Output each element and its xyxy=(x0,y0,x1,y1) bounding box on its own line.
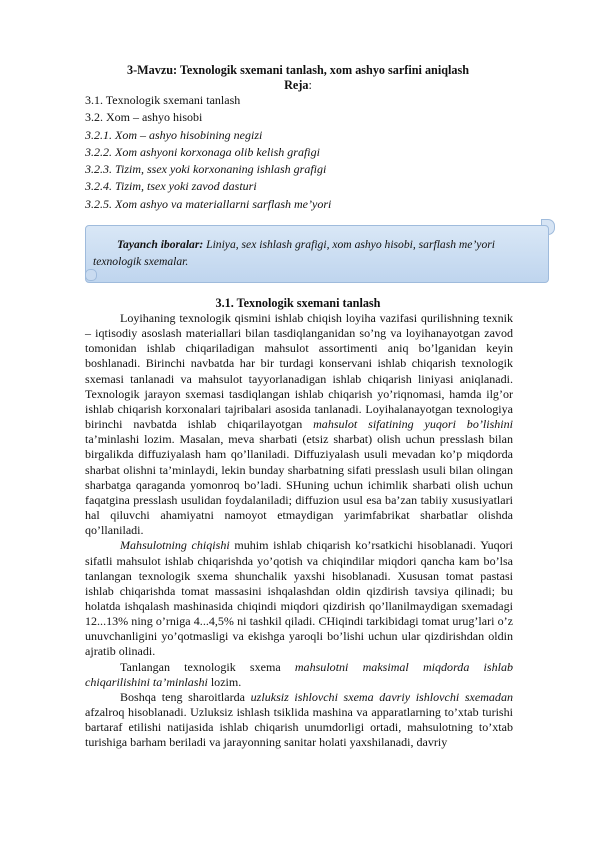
plan-list xyxy=(85,92,525,213)
paragraph-emphasis: mahsulotni maksimal miqdorda ishlab chiqarilishini ta’minlashi xyxy=(85,659,513,689)
paragraph-text: afzalroq hisoblanadi. Uzluksiz ishlash tsiklida mashina va apparatlarning to’xtab turishi bartaraf etilishi natijasida ishlab chiqarish unumdorligi ortadi, mahsulotning to’xtab turishiga barham beriladi va jarayonning sanitar holati yaxshilanadi, davriy xyxy=(85,705,513,750)
keywords-label: Tayanch iboralar: xyxy=(117,238,204,251)
paragraph xyxy=(85,311,513,538)
paragraph-text: muhim ishlab chiqarish ko’rsatkichi hisoblanadi. Yuqori sifatli mahsulot ishlab chiqarishda yo’qotish va chiqindilar miqdori qancha kam bo’lsa tanlangan texnologik sxema shunchalik yaxshi hisoblanadi. Xususan tomat pastasi ishlab chiqarishda tomat massasini ishqalashdan oldin qizdirish tavsiya qilinadi; bu holatda ishqalash mashinasida chiqindi miqdori qizdirish qo’llanilmaydigan sxemadagi 12...13% ning o’rniga 4...4,5% ni tashkil qiladi. CHiqindi tarkibidagi tomat urug’lari o’z unuvchanligini yo’qotmasligi va ekishga yaroqli bo’lishi uchun ular qizdirishdan oldin ajratib olinadi. xyxy=(85,538,514,659)
paragraph-text: Boshqa teng sharoitlarda xyxy=(120,689,251,704)
plan-heading-colon: : xyxy=(308,78,312,92)
keywords-text xyxy=(93,236,541,270)
plan-heading xyxy=(85,78,511,93)
paragraph-text: ta’minlashi lozim. Masalan, meva sharbati (etsiz sharbat) olish uchun presslash bilan birgalikda diffuziyalash ham qo’llaniladi. Diffuziyalash usuli mevadan ko’p miqdorda sharbat olishni ta’minlaydi, lekin bunday sharbatning sifati presslash usuli bilan olingan sharbatga qaraganda yomonroq bo’ladi. SHuning uchun ichimlik sharbati olish uchun faqatgina presslash usulidan foydalaniladi; diffuzion usul esa ba’zan tabiiy xususiyatlari hal qiluvchi ahamiyatni namoyot etmaydigan yarimfabrikat sharbatlar olishda qo’llaniladi. xyxy=(85,432,513,538)
paragraph-emphasis: mahsulot sifatining yuqori bo’lishini xyxy=(313,417,513,432)
plan-item: 3.2.5. Xom ashyo va materiallarni sarflash me’yori xyxy=(85,196,332,211)
paragraph-text: Loyihaning texnologik qismini ishlab chiqish loyiha vazifasi qurilishning texnik – iqtisodiy asoslash materiallari bilan tasdiqlanganidan so’ng va loyihanayotgan zavod tomonidan ishlab chiqariladigan mahsulot assortimenti aniq bo’lganidan keyin boshlanadi. Birinchi navbatda har bir turdagi konservani ishlab chiqarish texnologik sxemasi tanlanadi va mahsulot tayyorlanadigan ishlab chiqarish liniyasi aniqlanadi. Texnologik jarayon sxemasi tasdiqlangan ishlab chiqarish yo’riqnomasi, hamda ilg’or ishlab chiqarish korxonalari tajribalari asosida tanlanadi. Loyihalanayotgan texnologiya birinchi navbatda ishlab chiqarilayotgan xyxy=(85,311,513,432)
paragraph-emphasis: Mahsulotning chiqishi xyxy=(120,538,230,553)
plan-item: 3.2.4. Tizim, tsex yoki zavod dasturi xyxy=(85,179,257,194)
section-title: 3.1. Texnologik sxemani tanlash xyxy=(215,296,381,310)
paragraph-text: lozim. xyxy=(207,674,242,689)
section-body xyxy=(85,311,513,751)
paragraph xyxy=(85,690,513,751)
plan-item: 3.2.3. Tizim, ssex yoki korxonaning ishlash grafigi xyxy=(85,162,327,177)
paragraph-text: Tanlangan texnologik sxema xyxy=(120,659,295,674)
plan-item: 3.2.1. Xom – ashyo hisobining negizi xyxy=(85,127,263,142)
keywords-list: Liniya, sex ishlash grafigi, xom ashyo hisobi, sarflash me’yori texnologik sxemalar. xyxy=(93,238,495,268)
paragraph xyxy=(85,660,513,690)
topic-title: 3-Mavzu: Texnologik sxemani tanlash, xom ashyo sarfini aniqlash xyxy=(127,63,469,77)
paragraph-emphasis: uzluksiz ishlovchi sxema davriy ishlovchi sxemadan xyxy=(250,689,513,704)
paragraph xyxy=(85,538,513,659)
plan-item: 3.2. Xom – ashyo hisobi xyxy=(85,110,203,125)
plan-heading-label: Reja xyxy=(284,78,309,92)
plan-item: 3.2.2. Xom ashyoni korxonaga olib kelish grafigi xyxy=(85,144,320,159)
plan-item: 3.1. Texnologik sxemani tanlash xyxy=(85,93,241,107)
keywords-scroll-box xyxy=(85,219,555,281)
scroll-curl-decoration xyxy=(85,269,97,281)
